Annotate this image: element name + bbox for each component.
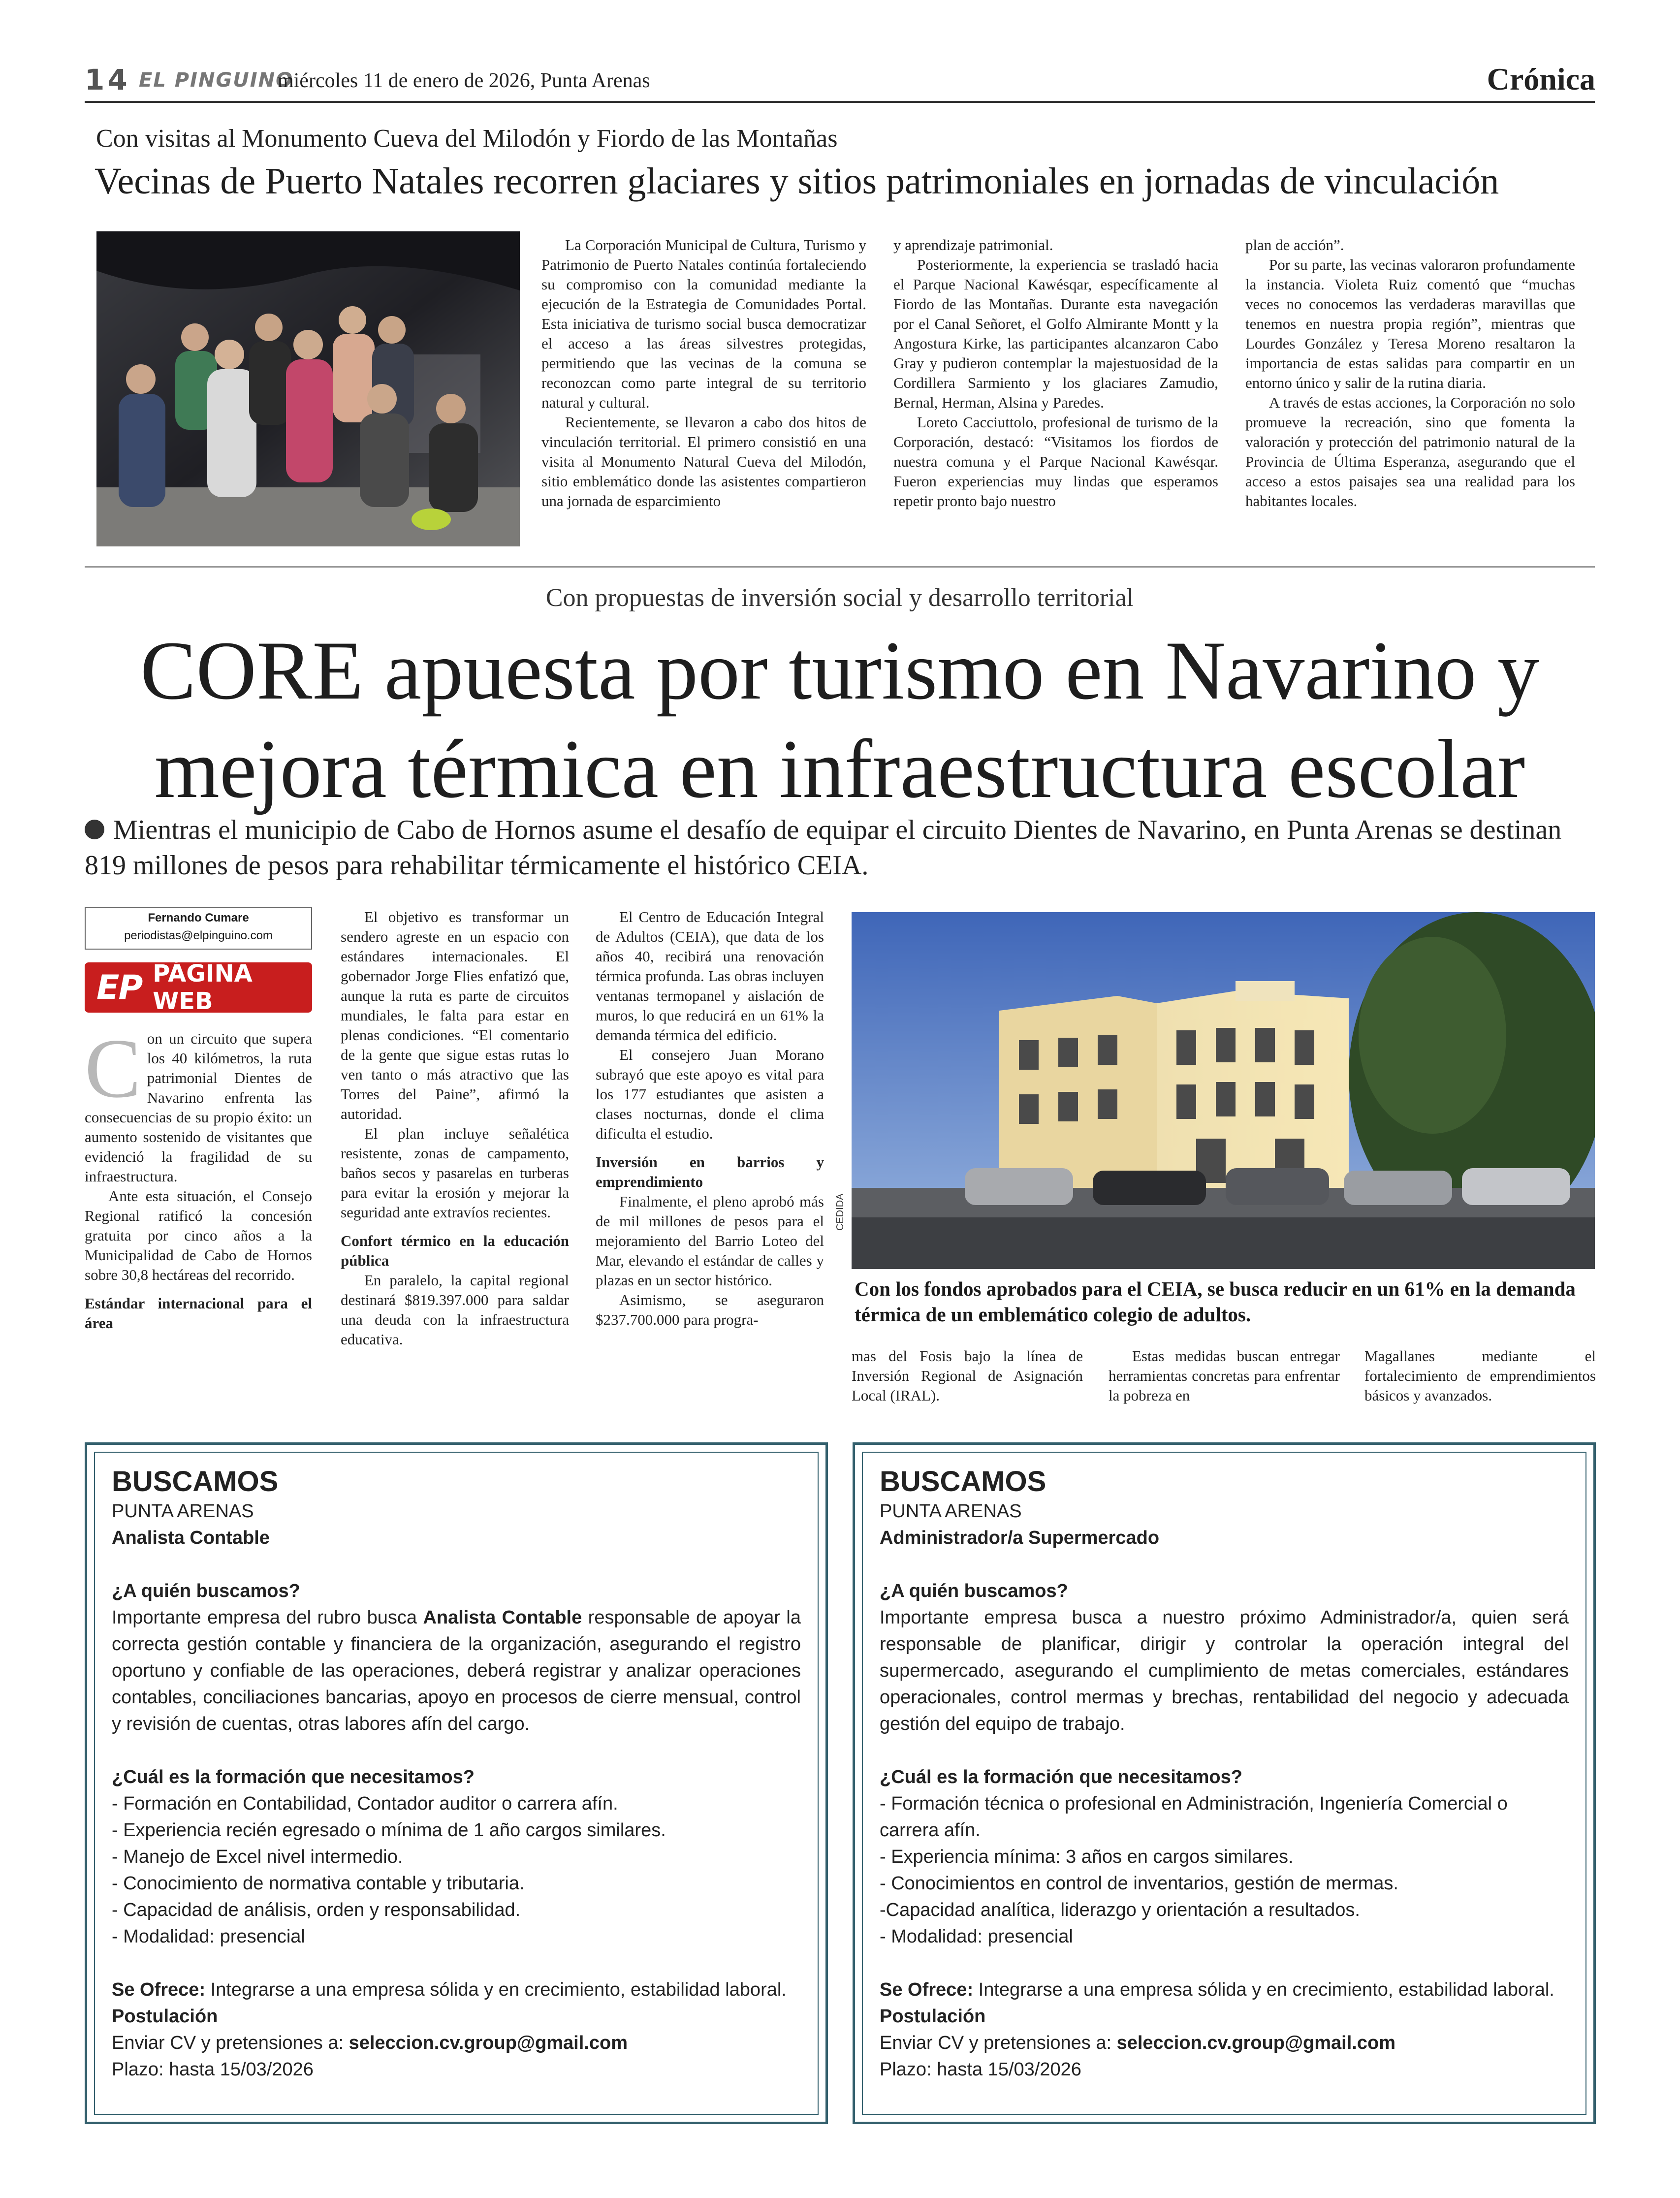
spacer (880, 1950, 1569, 1976)
ad-question: ¿A quién buscamos? (112, 1581, 300, 1601)
ad-position: Analista Contable (112, 1528, 270, 1548)
bullet-icon (85, 820, 104, 839)
page-number: 14 (85, 63, 130, 96)
article2-paragraph: El consejero Juan Morano subrayó que este apoyo es vital para los 177 estudiantes que asisten a clases nocturnas, donde el clima dificulta el estudio. (596, 1046, 824, 1142)
ad-requirement: - Modalidad: presencial (880, 1926, 1073, 1947)
ad-deadline: Plazo: hasta 15/03/2026 (880, 2059, 1081, 2080)
ad-description (112, 1604, 801, 1737)
building-illustration (852, 912, 1595, 1269)
ad-email-link[interactable]: seleccion.cv.group@gmail.com (1116, 2033, 1395, 2053)
article2-paragraph: Ante esta situación, el Consejo Regional ratificó la concesión gratuita por cinco años a la Municipalidad de Cabo de Hornos sobre 30,8 hectáreas del recorrido. (85, 1187, 312, 1283)
ad-question: ¿Cuál es la formación que necesitamos? (880, 1767, 1242, 1787)
ceia-building-photo (852, 912, 1595, 1269)
ad-requirement: - Conocimiento de normativa contable y tributaria. (112, 1873, 525, 1894)
byline-box (85, 907, 312, 950)
ad-deadline: Plazo: hasta 15/03/2026 (112, 2059, 314, 2080)
article2-paragraph: Asimismo, se aseguraron $237.700.000 para progra- (596, 1291, 824, 1328)
ad-send (880, 2030, 1569, 2056)
article2-paragraph: El objetivo es transformar un sendero agreste en un espacio con estándares internacionales. El gobernador Jorge Flies enfatizó que, aunque la ruta es parte de circuitos mundiales, le falta para estar en plenas condiciones. “El comentario de la gente que sigue estas rutas lo ven tanto o más atractivo que las Torres del Paine”, afirmó la autoridad. (341, 908, 569, 1122)
ad-content (880, 1465, 1569, 2083)
ad-requirement: - Capacidad de análisis, orden y responsabilidad. (112, 1900, 521, 1920)
article2-lead (85, 812, 1595, 883)
ad-offer-text: Integrarse a una empresa sólida y en crecimiento, estabilidad laboral. (205, 1979, 787, 2000)
subheading: Inversión en barrios y emprendimiento (596, 1153, 824, 1190)
article1-headline: Vecinas de Puerto Natales recorren glaciares y sitios patrimoniales en jornadas de vinculación (95, 160, 1499, 202)
article1-paragraph: plan de acción”. (1245, 236, 1344, 254)
ad-offer (880, 1976, 1569, 2003)
article2-paragraph: Finalmente, el pleno aprobó más de mil millones de pesos para el mejoramiento del Barrio Loteo del Mar, elevando el estándar de calles y plazas en un sector histórico. (596, 1193, 824, 1289)
ad-apply-label: Postulación (880, 2006, 986, 2027)
ad-requirement: - Conocimientos en control de inventarios, gestión de mermas. (880, 1873, 1398, 1894)
ad-question: ¿Cuál es la formación que necesitamos? (112, 1767, 475, 1787)
ad-city: PUNTA ARENAS (880, 1501, 1022, 1522)
ad-requirement: - Formación en Contabilidad, Contador auditor o carrera afín. (112, 1793, 618, 1814)
ad-requirement: - Formación técnica o profesional en Administración, Ingeniería Comercial o carrera afín. (880, 1793, 1508, 1841)
ad-requirement: -Capacidad analítica, liderazgo y orientación a resultados. (880, 1900, 1360, 1920)
web-page-badge[interactable] (85, 962, 312, 1013)
article1-paragraph: Recientemente, se llevaron a cabo dos hitos de vinculación territorial. El primero consistió en una visita al Monumento Natural Cueva del Milodón, sitio emblemático donde las asistentes compartieron una jornada de esparcimiento (541, 414, 866, 510)
photo-credit: CEDIDA (835, 1193, 846, 1231)
ad-requirement: - Manejo de Excel nivel intermedio. (112, 1847, 403, 1867)
article2-paragraph: El plan incluye señalética resistente, zonas de campamento, baños secos y pasarelas en turberas para evitar la erosión y mejorar la seguridad ante extravíos recientes. (341, 1125, 569, 1221)
ad-content (112, 1465, 801, 2083)
article1-column-1 (541, 235, 866, 511)
article1-paragraph: Posteriormente, la experiencia se trasladó hacia el Parque Nacional Kawésqar, específicamente al Fiordo de las Montañas. Durante esta navegación por el Canal Señoret, el Golfo Almirante Montt y la Angostura Kirke, las participantes alcanzaron Cabo Gray y pudieron contemplar la majestuosidad de la Cordillera Sarmiento y los glaciares Zamudio, Bernal, Herman, Alsina y Paredes. (893, 256, 1218, 411)
spacer (112, 1950, 801, 1976)
article2-headline-line: CORE apuesta por turismo en Navarino y (140, 624, 1540, 717)
article2-paragraph: En paralelo, la capital regional destinará $819.397.000 para saldar una deuda con la infraestructura educativa. (341, 1272, 569, 1348)
header-divider (85, 101, 1595, 103)
article2-column-4 (852, 1346, 1083, 1405)
spacer (112, 1737, 801, 1764)
article1-paragraph: La Corporación Municipal de Cultura, Turismo y Patrimonio de Puerto Natales continúa fortaleciendo su compromiso con la comunidad mediante la ejecución de la Estrategia de Comunidades Portal. Esta iniciativa de turismo social busca democratizar el acceso a las áreas silvestres protegidas, permitiendo que las vecinas de la comuna se reconozcan como parte integral de su territorio natural y cultural. (541, 236, 866, 411)
author-name: Fernando Cumare (148, 911, 249, 924)
job-ad-supermarket-manager (853, 1442, 1596, 2124)
ad-desc-text: responsable de apoyar la correcta gestión contable y financiera de la organización, asegurando el registro oportuno y confiable de las operaciones, deberá registrar y analizar operaciones contables, conciliaciones bancarias, apoyo en procesos de cierre mensual, control y revisión de cuentas, otras labores afín del cargo. (112, 1607, 801, 1734)
article2-lead-text: Mientras el municipio de Cabo de Hornos asume el desafío de equipar el circuito Dientes de Navarino, en Punta Arenas se destinan 819 millones de pesos para rehabilitar térmicamente el histórico CEIA. (85, 815, 1562, 881)
subheading: Estándar internacional para el área (85, 1295, 312, 1332)
article2-column-6 (1364, 1346, 1596, 1405)
article1-paragraph: A través de estas acciones, la Corporación no solo promueve la recreación, sino que fomenta la valoración y protección del patrimonio natural de la Provincia de Última Esperanza, asegurando que el acceso a estos paisajes sea una realidad para los habitantes locales. (1245, 394, 1575, 510)
ad-city: PUNTA ARENAS (112, 1501, 254, 1522)
ep-logo-icon: EP (96, 968, 142, 1007)
ad-desc-text: Importante empresa del rubro busca (112, 1607, 423, 1628)
article1-paragraph: Loreto Cacciuttolo, profesional de turismo de la Corporación, destacó: “Visitamos los fiordos de nuestra comuna y el Parque Nacional Kawésqar. Fueron experiencias muy lindas que esperamos repetir pronto bajo nuestro (893, 414, 1218, 510)
spacer (112, 1551, 801, 1578)
article2-paragraph: El Centro de Educación Integral de Adultos (CEIA), que data de los años 40, recibirá una renovación térmica profunda. Las obras incluyen ventanas termopanel y aislación de muros, lo que reducirá en un 61% la demanda térmica del edificio. (596, 908, 824, 1044)
ad-send-label: Enviar CV y pretensiones a: (880, 2033, 1117, 2053)
article2-paragraph: Estas medidas buscan entregar herramientas concretas para enfrentar la pobreza en (1109, 1347, 1340, 1404)
ad-email-link[interactable]: seleccion.cv.group@gmail.com (349, 2033, 628, 2053)
ad-desc-bold: Analista Contable (423, 1607, 582, 1628)
group-photo-illustration (96, 231, 520, 546)
spacer (880, 1737, 1569, 1764)
ad-description: Importante empresa busca a nuestro próximo Administrador/a, quien será responsable de planificar, dirigir y controlar la operación integral del supermercado, asegurando el cumplimiento de metas comerciales, estándares operacionales, control mermas y brechas, rentabilidad del negocio y adecuada gestión del equipo de trabajo. (880, 1607, 1569, 1734)
ad-offer-label: Se Ofrece: (112, 1979, 206, 2000)
article2-kicker: Con propuestas de inversión social y desarrollo territorial (545, 584, 1134, 612)
article1-column-2 (893, 235, 1218, 511)
web-page-label: PÁGINA WEB (153, 960, 253, 1015)
section-title: Crónica (1487, 62, 1595, 96)
article1-paragraph: y aprendizaje patrimonial. (893, 236, 1053, 254)
ad-offer-label: Se Ofrece: (880, 1979, 974, 2000)
article2-paragraph: mas del Fosis bajo la línea de Inversión Regional de Asignación Local (IRAL). (852, 1347, 1083, 1404)
article1-kicker: Con visitas al Monumento Cueva del Milodón y Fiordo de las Montañas (96, 125, 838, 153)
article1-column-3 (1245, 235, 1575, 511)
article2-headline-line: mejora térmica en infraestructura escolar (154, 723, 1525, 815)
article1-photo (96, 231, 520, 546)
article2-first-text: on un circuito que supera los 40 kilómetros, la ruta patrimonial Dientes de Navarino enfrenta las consecuencias de su propio éxito: un aumento sostenido de visitantes que evidenció la fragilidad de su infraestructura. (85, 1030, 312, 1185)
newspaper-logo: EL PINGUINO (139, 69, 294, 92)
ad-offer (112, 1976, 801, 2003)
ad-requirement: - Modalidad: presencial (112, 1926, 305, 1947)
article1-paragraph: Por su parte, las vecinas valoraron profundamente la instancia. Violeta Ruiz comentó que “muchas veces no conocemos las verdaderas maravillas que tenemos en nuestra propia región”, mientras que Lourdes González y Teresa Moreno resaltaron la importancia de estas salidas para compartir en un entorno único y salir de la rutina diaria. (1245, 256, 1575, 391)
dateline: miércoles 11 de enero de 2026, Punta Arenas (278, 69, 650, 92)
ad-title: BUSCAMOS (112, 1465, 279, 1497)
article2-column-3 (596, 907, 824, 1330)
article2-paragraph (85, 1022, 312, 1186)
ad-position: Administrador/a Supermercado (880, 1528, 1160, 1548)
job-ad-accountant (85, 1442, 828, 2124)
photo-caption: Con los fondos aprobados para el CEIA, se busca reducir en un 61% en la demanda térmica de un emblemático colegio de adultos. (855, 1277, 1576, 1326)
article2-headline (85, 621, 1595, 818)
article2-column-1 (85, 1022, 312, 1333)
ad-requirement: - Experiencia mínima: 3 años en cargos similares. (880, 1847, 1294, 1867)
article2-column-2 (341, 907, 569, 1349)
ad-apply-label: Postulación (112, 2006, 218, 2027)
subheading: Confort térmico en la educación pública (341, 1232, 569, 1269)
author-email[interactable]: periodistas@elpinguino.com (124, 929, 273, 942)
ad-title: BUSCAMOS (880, 1465, 1046, 1497)
article2-column-5 (1109, 1346, 1340, 1405)
article-divider (85, 566, 1595, 568)
article2-paragraph: Magallanes mediante el fortalecimiento de emprendimientos básicos y avanzados. (1364, 1347, 1596, 1404)
ad-requirement: - Experiencia recién egresado o mínima de 1 año cargos similares. (112, 1820, 666, 1841)
dropcap: C (85, 1022, 141, 1115)
ad-send-label: Enviar CV y pretensiones a: (112, 2033, 349, 2053)
ad-offer-text: Integrarse a una empresa sólida y en crecimiento, estabilidad laboral. (973, 1979, 1554, 2000)
ad-send (112, 2030, 801, 2056)
spacer (880, 1551, 1569, 1578)
ad-question: ¿A quién buscamos? (880, 1581, 1068, 1601)
